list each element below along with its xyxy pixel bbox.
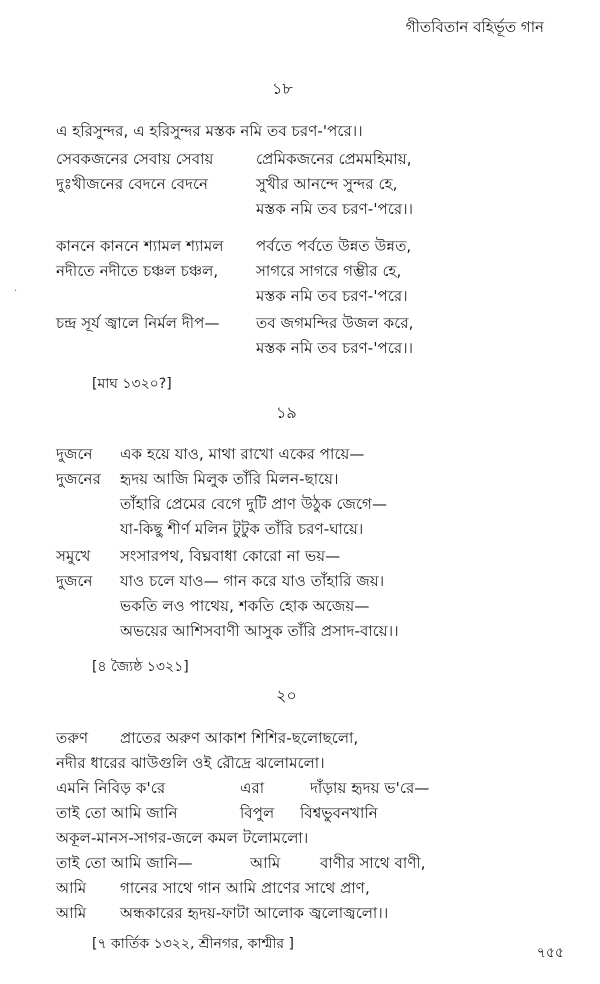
lyric-line: সমুখে [56,547,91,565]
lyric-line: হৃদয় আজি মিলুক তাঁরি মিলন-ছায়ে। [120,470,339,488]
song-date: [৭ কার্তিক ১৩২২, শ্রীনগর, কাশ্মীর ] [92,936,294,952]
page-header: গীতবিতান বহির্ভূত গান [405,18,544,36]
lyric-line: দুজনে [56,445,93,463]
lyric-line: গানের সাথে গান আমি প্রাণের সাথে প্রাণ, [120,879,370,897]
lyric-line: দুঃখীজনের বেদনে বেদনে [56,175,209,193]
song-date: [মাঘ ১৩২০?] [92,376,172,392]
song-number: ১৮ [272,79,293,98]
lyric-line: প্রাতের অরুণ আকাশ শিশির-ছলোছলো, [120,729,359,747]
lyric-line: অভয়ের আশিসবাণী আসুক তাঁরি প্রসাদ-বায়ে।। [120,622,399,640]
song-date: [৪ জ্যৈষ্ঠ ১৩২১] [92,659,189,675]
lyric-line: দুজনে [56,572,93,590]
lyric-line: নদীর ধারের ঝাউগুলি ওই রৌদ্রে ঝলোমলো। [56,754,325,772]
lyric-line: তাই তো আমি জানি [56,804,178,822]
lyric-line: যা-কিছু শীর্ণ মলিন টুটুক তাঁরি চরণ-ঘায়ে। [120,520,364,538]
lyric-line: ভকতি লও পাথেয়, শকতি হোক অজেয়— [120,597,370,615]
lyric-line: অন্ধকারের হৃদয়-ফাটা আলোক জ্বলোজ্বলো।। [120,904,389,922]
lyric-line: আমি [56,879,87,897]
lyric-line: মস্তক নমি তব চরণ-'পরে।। [256,339,414,357]
lyric-line: সেবকজনের সেবায় সেবায় [56,150,214,168]
lyric-line: চন্দ্র সূর্য জ্বালে নির্মল দীপ— [56,314,220,332]
lyric-line: তরুণ [56,729,89,747]
lyric-line: এ হরিসুন্দর, এ হরিসুন্দর মস্তক নমি তব চরণ-'পরে।। [56,122,363,140]
lyric-line: এমনি নিবিড় ক'রে [56,779,166,797]
lyric-line: এরা [240,779,265,797]
lyric-line: মস্তক নমি তব চরণ-'পরে। [256,287,408,305]
lyric-line: সুখীর আনন্দে সুন্দর হে, [256,175,398,193]
song-number: ২০ [276,686,297,705]
lyric-line: বিশ্বভুবনখানি [300,804,378,822]
lyric-line: আমি [250,854,281,872]
lyric-line: নদীতে নদীতে চঞ্চল চঞ্চল, [56,262,219,280]
lyric-line: পর্বতে পর্বতে উন্নত উন্নত, [256,237,412,255]
lyric-line: তাই তো আমি জানি— [56,854,193,872]
lyric-line: কাননে কাননে শ্যামল শ্যামল [56,237,224,255]
lyric-line: প্রেমিকজনের প্রেমমহিমায়, [256,150,412,168]
lyric-line: বিপুল [240,804,275,822]
lyric-line: সংসারপথ, বিঘ্নবাধা কোরো না ভয়— [120,547,341,565]
lyric-line: বাণীর সাথে বাণী, [320,854,426,872]
lyric-line: দাঁড়ায় হৃদয় ভ'রে— [310,779,430,797]
lyric-line: সাগরে সাগরে গম্ভীর হে, [256,262,402,280]
margin-mark: · [14,286,18,297]
lyric-line: মস্তক নমি তব চরণ-'পরে।। [256,200,414,218]
page-number: ৭৫৫ [536,945,564,961]
lyric-line: আমি [56,904,87,922]
lyric-line: তব জগমন্দির উজল করে, [256,314,414,332]
lyric-line: অকূল-মানস-সাগর-জলে কমল টলোমলো। [56,829,309,847]
song-number: ১৯ [276,403,297,422]
lyric-line: যাও চলে যাও— গান করে যাও তাঁহারি জয়। [120,572,385,590]
lyric-line: এক হয়ে যাও, মাথা রাখো একের পায়ে— [120,445,365,463]
lyric-line: তাঁহারি প্রেমের বেগে দুটি প্রাণ উঠুক জেগে— [120,495,388,513]
lyric-line: দুজনের [56,470,101,488]
